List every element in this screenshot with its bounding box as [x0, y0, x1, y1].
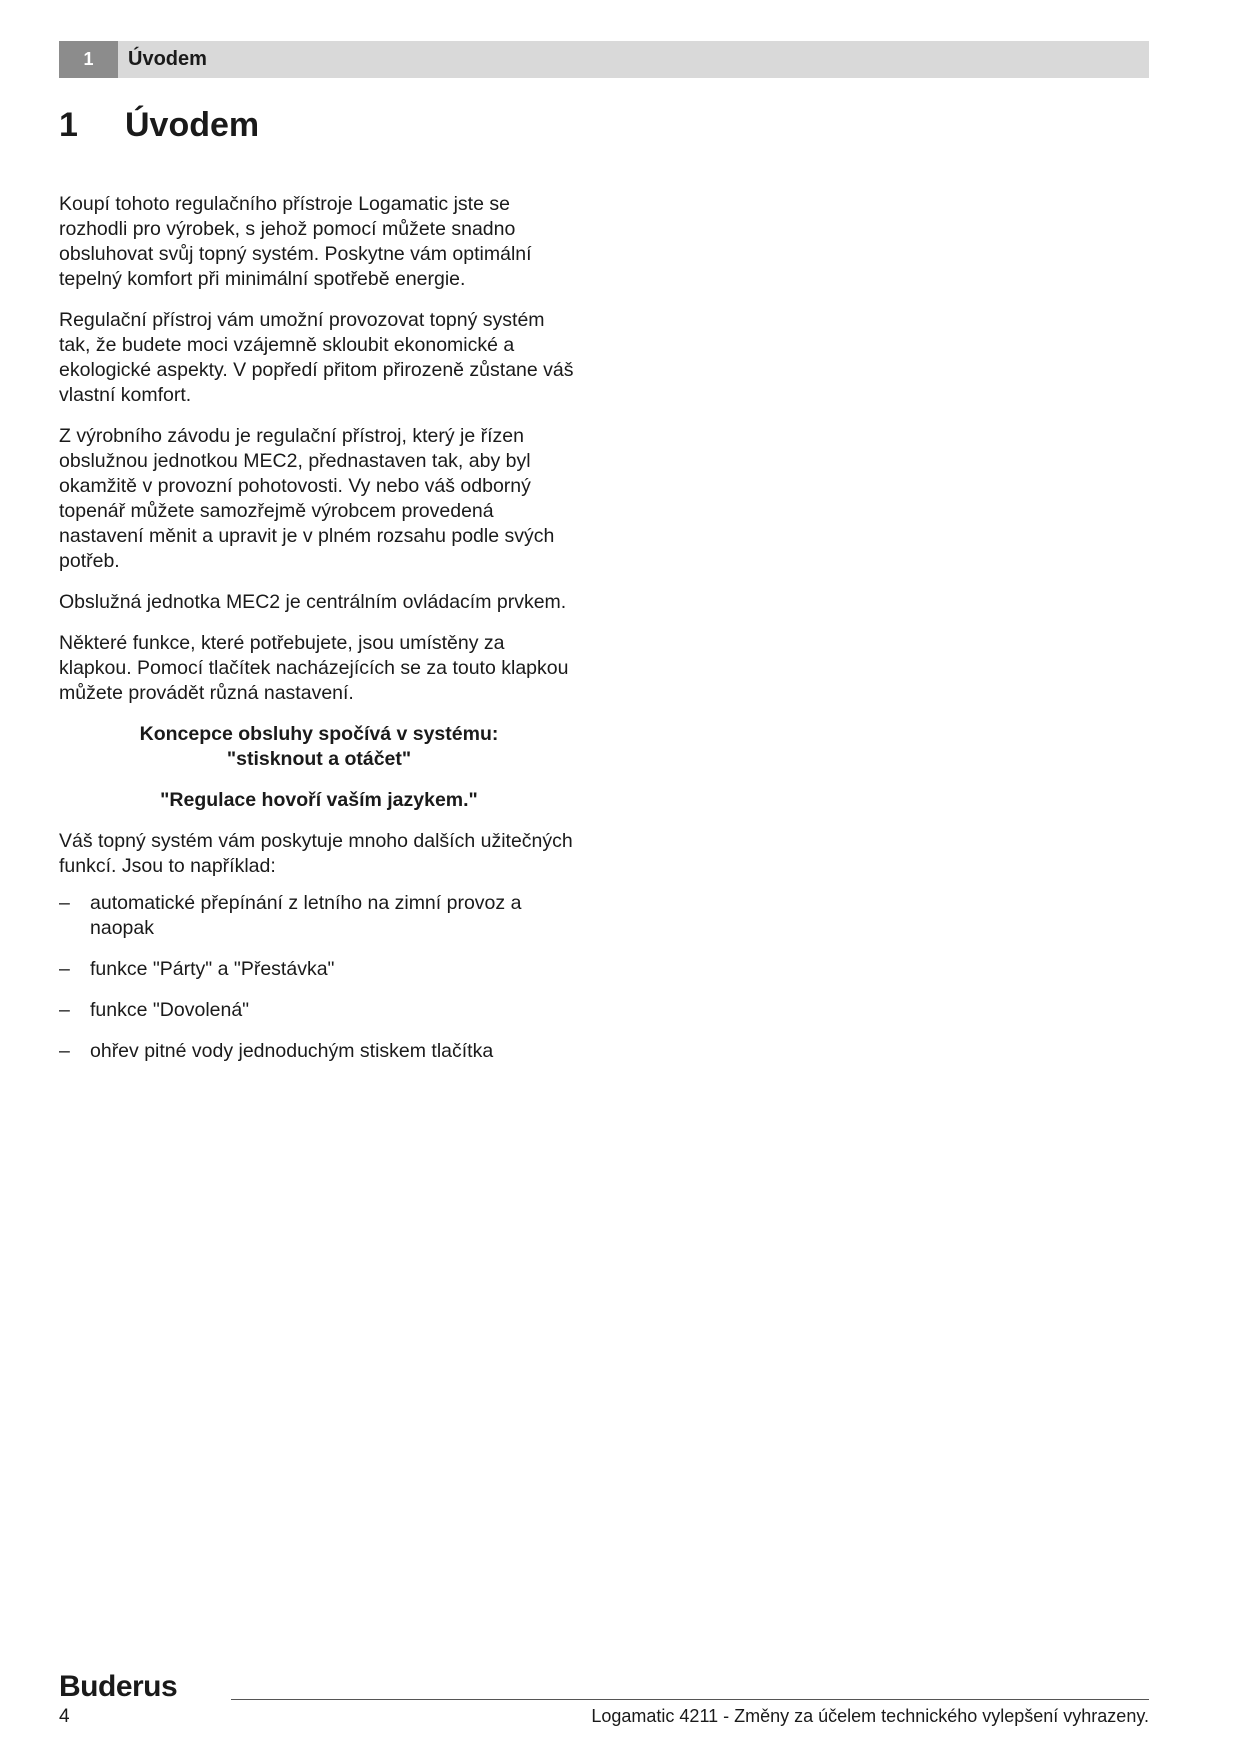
list-item: – funkce "Dovolená" — [59, 999, 250, 1021]
paragraph: Obslužná jednotka MEC2 je centrálním ovládacím prvkem. — [59, 591, 567, 613]
dash-bullet: – — [59, 1040, 70, 1062]
dash-bullet: – — [59, 999, 70, 1021]
chapter-heading — [59, 106, 259, 145]
list-item: – funkce "Párty" a "Přestávka" — [59, 958, 335, 980]
paragraph: Koupí tohoto regulačního přístroje Logamatic jste se rozhodli pro výrobek, s jehož pomocí můžete snadno obsluhovat svůj topný systém. Poskytne vám optimální tepelný komfort při minimální spotřebě energie. — [59, 193, 532, 290]
header-section-title: Úvodem — [128, 48, 207, 70]
concept-line-2: "stisknout a otáčet" — [226, 748, 412, 770]
running-header — [59, 41, 1149, 78]
paragraph: Z výrobního závodu je regulační přístroj, který je řízen obslužnou jednotkou MEC2, přednastaven tak, aby byl okamžitě v provozní pohotovosti. Vy nebo váš odborný topenář můžete samozřejmě výrobcem provedená nastavení měnit a upravit je v plném rozsahu podle svých potřeb. — [59, 425, 555, 572]
footer-divider — [231, 1699, 1149, 1700]
slogan: "Regulace hovoří vaším jazykem." — [160, 789, 478, 811]
chapter-number: 1 — [59, 106, 78, 144]
paragraph: Regulační přístroj vám umožní provozovat topný systém tak, že budete moci vzájemně skloubit ekonomické a ekologické aspekty. V popředí přitom přirozeně zůstane váš vlastní komfort. — [59, 309, 574, 406]
paragraph: Některé funkce, které potřebujete, jsou umístěny za klapkou. Pomocí tlačítek nacházejících se za touto klapkou můžete provádět různá nastavení. — [59, 632, 569, 704]
list-intro: Váš topný systém vám poskytuje mnoho dalších užitečných funkcí. Jsou to například: — [59, 830, 573, 877]
dash-bullet: – — [59, 892, 70, 914]
dash-bullet: – — [59, 958, 70, 980]
footer-note: Logamatic 4211 - Změny za účelem technického vylepšení vyhrazeny. — [591, 1706, 1149, 1726]
buderus-logo: Buderus — [59, 1670, 178, 1703]
concept-line-1: Koncepce obsluhy spočívá v systému: — [139, 723, 499, 745]
concept-highlight — [59, 722, 579, 772]
body-text — [59, 192, 579, 1080]
list-item: – ohřev pitné vody jednoduchým stiskem tlačítka — [59, 1040, 494, 1062]
list-item: – automatické přepínání z letního na zimní provoz a naopak — [59, 892, 522, 939]
page-number: 4 — [59, 1706, 70, 1727]
header-section-number: 1 — [59, 41, 118, 78]
chapter-title: Úvodem — [125, 106, 260, 144]
feature-list — [59, 891, 579, 1064]
